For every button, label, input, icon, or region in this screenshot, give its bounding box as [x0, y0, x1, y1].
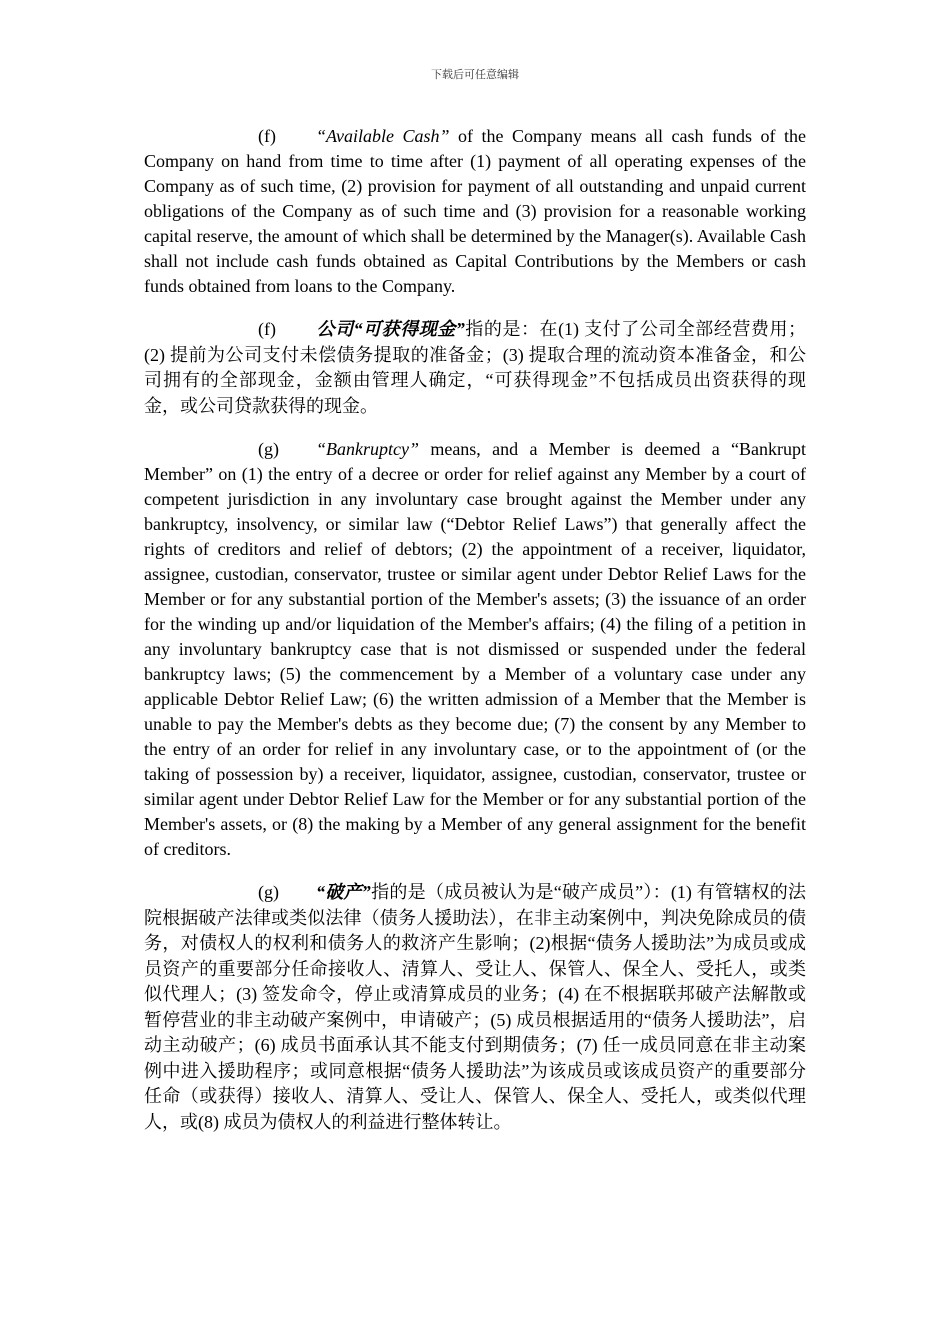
- clause-label: (f): [258, 126, 276, 146]
- document-body: [144, 124, 806, 1153]
- clause-label: (g): [258, 439, 279, 459]
- defined-term: 公司“可获得现金”: [316, 319, 465, 339]
- page-header: 下载后可任意编辑: [431, 69, 519, 81]
- definition-bankruptcy-en: [144, 437, 806, 862]
- definition-text: 指的是（成员被认为是“破产成员”）：(1) 有管辖权的法院根据破产法律或类似法律（债务人援助法），在非主动案例中，判决免除成员的债务，对债权人的权利和债务人的救济产生影响；(2)根据“债务人援助法”为成员或成员资产的重要部分任命接收人、清算人、受让人、保管人、保全人、受托人，或类似代理人；(3) 签发命令，停止或清算成员的业务；(4) 在不根据联邦破产法解散或暂停营业的非主动破产案例中，申请破产；(5) 成员根据适用的“债务人援助法”，启动主动破产；(6) 成员书面承认其不能支付到期债务；(7) 任一成员同意在非主动案例中进入援助程序；或同意根据“债务人援助法”为该成员或该成员资产的重要部分任命（或获得）接收人、清算人、受让人、保管人、保全人、受托人，或类似代理人，或(8) 成员为债权人的利益进行整体转让。: [144, 882, 807, 1132]
- definition-text: means, and a Member is deemed a “Bankrupt Member” on (1) the entry of a decree or order for relief against any Member by a court of competent jurisdiction in any involuntary case brought against the Member under any bankruptcy, insolvency, or similar law (“Debtor Relief Laws”) that generally affect the rights of creditors and relief of debtors; (2) the appointment of a receiver, liquidator, assignee, custodian, conservator, trustee or similar agent under Debtor Relief Laws for the Member or for any substantial portion of the Member's assets; (3) the issuance of an order for the winding up and/or liquidation of the Member's affairs; (4) the filing of a petition in any involuntary bankruptcy case that is not dismissed or suspended under the federal bankruptcy laws; (5) the commencement by a Member of a voluntary case under any applicable Debtor Relief Law; (6) the written admission of a Member that the Member is unable to pay the Member's debts as they become due; (7) the consent by any Member to the entry of an order for relief in any involuntary case, or to the appointment of (or the taking of possession by) a receiver, liquidator, assignee, custodian, conservator, trustee or similar agent under Debtor Relief Law for the Member or for any substantial portion of the Member's assets, or (8) the making by a Member of any general assignment for the benefit of creditors.: [144, 439, 806, 859]
- definition-available-cash-en: [144, 124, 806, 299]
- quote-open: “: [316, 439, 327, 459]
- definition-bankruptcy-zh: [144, 880, 806, 1135]
- quote-close: ”: [439, 126, 450, 146]
- quote-close: ”: [408, 439, 419, 459]
- definition-available-cash-zh: [144, 317, 806, 419]
- clause-label: (f): [258, 319, 276, 339]
- clause-label: (g): [258, 882, 279, 902]
- defined-term: Bankruptcy: [326, 439, 409, 459]
- defined-term: “破产”: [316, 882, 371, 902]
- definition-text: of the Company means all cash funds of the Company on hand from time to time after (1) payment of all operating expenses of the Company as of such time, (2) provision for payment of all outstanding and unpaid current obligations of the Company as of such time and (3) provision for a reasonable working capital reserve, the amount of which shall be determined by the Manager(s). Available Cash shall not include cash funds obtained as Capital Contributions by the Members or cash funds obtained from loans to the Company.: [144, 126, 806, 296]
- quote-open: “: [316, 126, 327, 146]
- definition-text: 指的是：在(1) 支付了公司全部经营费用；(2) 提前为公司支付未偿债务提取的准备金；(3) 提取合理的流动资本准备金，和公司拥有的全部现金，金额由管理人确定，“可获得现金”不包括成员出资获得的现金，或公司贷款获得的现金。: [144, 319, 806, 416]
- defined-term: Available Cash: [326, 126, 440, 146]
